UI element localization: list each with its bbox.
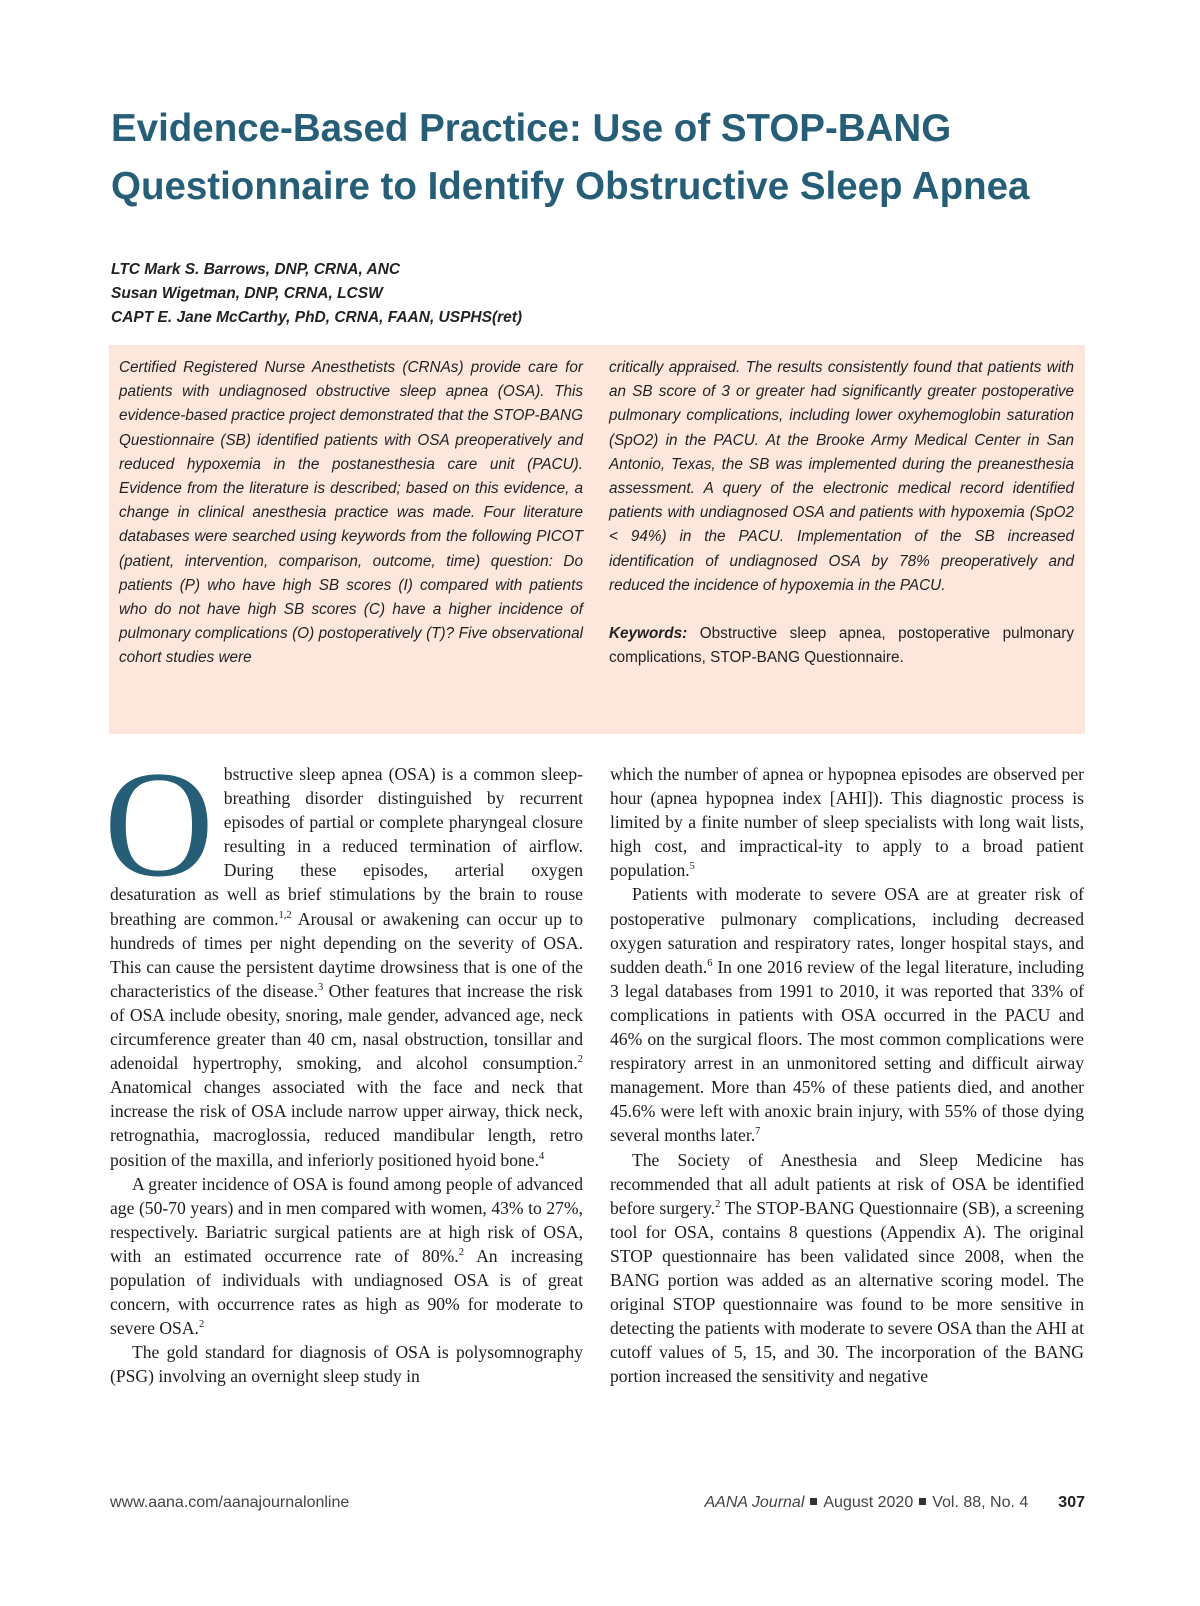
- page-footer: [110, 1494, 1085, 1518]
- citation-superscript: 2: [458, 1247, 464, 1259]
- body-column-right: [610, 762, 1084, 1388]
- citation-superscript: 2: [198, 1319, 205, 1331]
- citation-superscript: 7: [755, 1126, 761, 1138]
- body-column-left: [104, 740, 583, 1388]
- article-title: [111, 100, 1111, 216]
- author-3: CAPT E. Jane McCarthy, PhD, CRNA, FAAN, USPHS(ret): [111, 309, 523, 326]
- citation-superscript: 2: [577, 1054, 583, 1066]
- citation-superscript: 6: [707, 957, 713, 969]
- body-paragraph: Patients with moderate to severe OSA are at greater risk of postoperative pulmonary complications, including decreased oxygen saturation and respiratory rates, longer hospital stays, and sudden death.$^6$ In one 2016 review of the legal literature, including 3 legal databases from 1991 to 2010, it was reported that 33% of complications in patients with OSA occurred in the PACU and 46% on the surgical floors. The most common complications were respiratory arrest in an unmonitored setting and difficult airway management. More than 45% of these patients died, and another 45.6% were left with anoxic brain injury, with 55% of those dying several months later.$^7$: [610, 884, 1084, 1146]
- title-line-2: Questionnaire to Identify Obstructive Sleep Apnea: [111, 165, 1030, 208]
- abstract-box: [109, 345, 1085, 734]
- drop-cap: O: [104, 740, 214, 908]
- citation-superscript: 4: [539, 1150, 545, 1162]
- body-paragraph: which the number of apnea or hypopnea episodes are observed per hour (apnea hypopnea index [AHI]). This diagnostic process is limited by a finite number of sleep specialists with long wait lists, high cost, and impractical-ity to apply to a broad patient population.$^5$: [610, 764, 1084, 881]
- abstract-text-left: Certified Registered Nurse Anesthetists (CRNAs) provide care for patients with undiagnosed obstructive sleep apnea (OSA). This evidence-based practice project demonstrated that the STOP-BANG Questionnaire (SB) identified patients with OSA preoperatively and reduced hypoxemia in the postanesthesia care unit (PACU). Evidence from the literature is described; based on this evidence, a change in clinical anesthesia practice was made. Four literature databases were searched using keywords from the following PICOT (patient, intervention, comparison, outcome, time) question: Do patients (P) who have high SB scores (I) compared with patients who do not have high SB scores (C) have a higher incidence of pulmonary complications (O) postoperatively (T)? Five observational cohort studies were: [119, 359, 583, 667]
- keywords-label: Keywords:: [609, 625, 688, 643]
- journal-citation: [704, 1494, 1085, 1512]
- page-number: 307: [1058, 1494, 1085, 1511]
- bullet-square-icon: [810, 1498, 817, 1505]
- bullet-square-icon: [919, 1498, 926, 1505]
- keywords: [609, 622, 1074, 670]
- abstract-column-left: [119, 356, 583, 671]
- body-paragraph: The gold standard for diagnosis of OSA is polysomnography (PSG) involving an overnight sleep study in: [110, 1342, 583, 1387]
- body-paragraph: A greater incidence of OSA is found among people of advanced age (50-70 years) and in men compared with women, 43% to 27%, respectively. Bariatric surgical patients are at high risk of OSA, with an estimated occurrence rate of 80%.$^2$ An increasing population of individuals with undiagnosed OSA is of great concern, with occurrence rates as high as 90% for moderate to severe OSA.$^2$: [110, 1173, 583, 1339]
- journal-name: AANA Journal: [704, 1494, 805, 1511]
- abstract-column-right: [609, 356, 1074, 670]
- journal-url: www.aana.com/aanajournalonline: [110, 1494, 350, 1511]
- title-line-1: Evidence-Based Practice: Use of STOP-BANG: [111, 107, 952, 150]
- keywords-text: Obstructive sleep apnea, postoperative pulmonary complications, STOP-BANG Questionnaire.: [609, 625, 1074, 667]
- citation-superscript: 1,2: [278, 909, 292, 921]
- citation-superscript: 5: [689, 861, 695, 873]
- author-1: LTC Mark S. Barrows, DNP, CRNA, ANC: [111, 261, 401, 278]
- author-list: [111, 258, 522, 330]
- abstract-text-right: critically appraised. The results consistently found that patients with an SB score of 3 or greater had significantly greater postoperative pulmonary complications, including lower oxyhemoglobin saturation (SpO2) in the PACU. At the Brooke Army Medical Center in San Antonio, Texas, the SB was implemented during the preanesthesia assessment. A query of the electronic medical record identified patients with undiagnosed OSA and patients with hypoxemia (SpO2 < 94%) in the PACU. Implementation of the SB increased identification of undiagnosed OSA by 78% preoperatively and reduced the incidence of hypoxemia in the PACU.: [609, 359, 1074, 594]
- body-paragraph: The Society of Anesthesia and Sleep Medicine has recommended that all adult patients at risk of OSA be identified before surgery.$^2$ The STOP-BANG Questionnaire (SB), a screening tool for OSA, contains 8 questions (Appendix A). The original STOP questionnaire has been validated since 2008, when the BANG portion was added as an alternative scoring model. The original STOP questionnaire was found to be more sensitive in detecting the patients with moderate to severe OSA than the AHI at cutoff values of 5, 15, and 30. The incorporation of the BANG portion increased the sensitivity and negative: [610, 1149, 1084, 1387]
- volume-issue: Vol. 88, No. 4: [932, 1494, 1029, 1511]
- issue-date: August 2020: [823, 1494, 914, 1511]
- citation-superscript: 3: [318, 981, 324, 993]
- body-paragraph: Obstructive sleep apnea (OSA) is a common sleep-breathing disorder distinguished by recurrent episodes of partial or complete pharyngeal closure resulting in a reduced termination of airflow. During these episodes, arterial oxygen desaturation as well as brief stimulations by the brain to rouse breathing are common.$^{1,2}$ Arousal or awakening can occur up to hundreds of times per night depending on the severity of OSA. This can cause the persistent daytime drowsiness that is one of the characteristics of the disease.$^3$ Other features that increase the risk of OSA include obesity, snoring, male gender, advanced age, neck circumference greater than 40 cm, nasal obstruction, tonsillar and adenoidal hypertrophy, smoking, and alcohol consumption.$^2$ Anatomical changes associated with the face and neck that increase the risk of OSA include narrow upper airway, thick neck, retrognathia, macroglossia, reduced mandibular length, retro position of the maxilla, and inferiorly positioned hyoid bone.$^4$: [104, 740, 583, 1170]
- author-2: Susan Wigetman, DNP, CRNA, LCSW: [111, 285, 383, 302]
- citation-superscript: 2: [715, 1198, 721, 1210]
